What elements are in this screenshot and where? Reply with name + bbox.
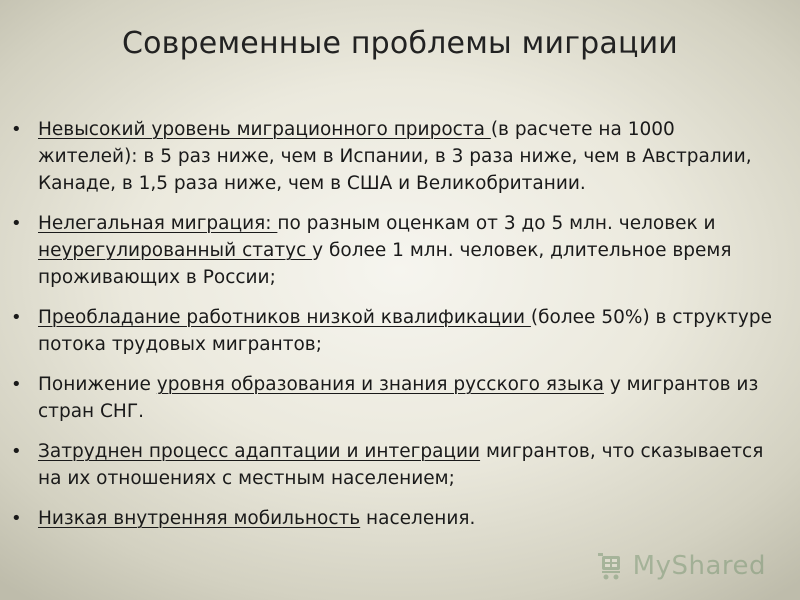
underlined-text: Затруднен процесс адаптации и интеграции — [38, 441, 481, 462]
bullet-item — [38, 304, 773, 358]
bullet-item — [38, 210, 773, 291]
cart-icon — [595, 550, 627, 582]
underlined-text: Низкая внутренняя мобильность — [38, 508, 361, 529]
bullet-item — [38, 438, 773, 492]
bullet-text: (более 50%) в структуре потока трудовых мигрантов; — [38, 307, 772, 355]
bullet-list — [38, 116, 773, 545]
bullet-text: Понижение — [38, 374, 157, 395]
watermark — [595, 550, 766, 582]
slide-title: Современные проблемы миграции — [121, 26, 678, 61]
underlined-text: уровня образования и знания русского языка — [156, 374, 604, 395]
bullet-text: у более 1 млн. человек, длительное время проживающих в России; — [38, 240, 732, 288]
bullet-item — [38, 116, 773, 197]
bullet-text: населения. — [360, 508, 476, 529]
underlined-text: Нелегальная миграция: — [38, 213, 278, 234]
watermark-text: MyShared — [632, 551, 766, 581]
bullet-text: (в расчете на 1000 жителей): в 5 раз ниже, чем в Испании, в 3 раза ниже, чем в Австралии, Канаде, в 1,5 раза ниже, чем в США и Великобритании. — [38, 119, 752, 194]
underlined-text: неурегулированный статус — [38, 240, 313, 261]
underlined-text: Невысокий уровень миграционного прироста — [38, 119, 491, 140]
bullet-item — [38, 505, 773, 532]
bullet-text: по разным оценкам от 3 до 5 млн. человек и — [277, 213, 716, 234]
bullet-item — [38, 371, 773, 425]
bullet-text: мигрантов, что сказывается на их отношениях с местным населением; — [38, 441, 764, 489]
bullet-text: у мигрантов из стран СНГ. — [38, 374, 759, 422]
underlined-text: Преобладание работников низкой квалификации — [38, 307, 531, 328]
